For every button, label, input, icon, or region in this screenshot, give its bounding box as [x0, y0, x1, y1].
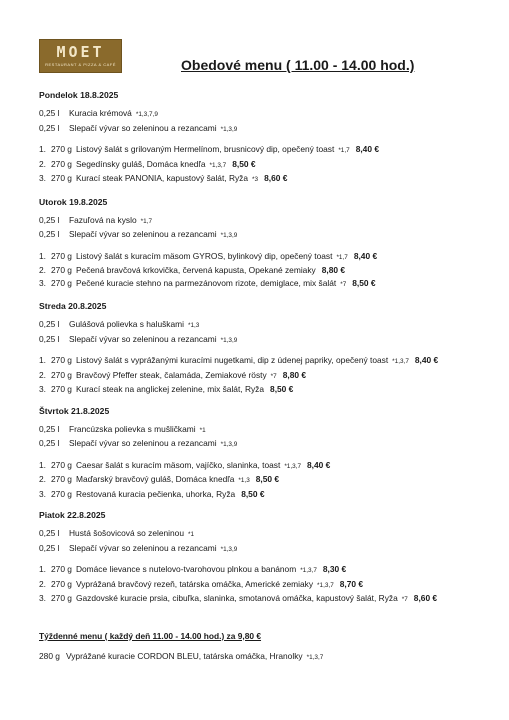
dish-body: [51, 158, 479, 173]
soup-item: [39, 107, 479, 122]
main-dish-item: [39, 488, 479, 501]
dish-price: 8,40 €: [355, 144, 379, 154]
dish-number: 1.: [39, 459, 46, 470]
soup-quantity: 0,25 l: [39, 229, 60, 239]
soup-item: [39, 214, 479, 229]
dish-number: 3.: [39, 173, 46, 183]
soup-name: Fazuľová na kyslo: [69, 214, 137, 225]
dish-body: [51, 488, 479, 501]
main-dish-item: [39, 143, 479, 158]
day-header: Streda 20.8.2025: [39, 301, 107, 311]
soup-quantity: 0,25 l: [39, 423, 60, 434]
day-section: [39, 301, 479, 396]
dish-name: Restovaná kuracia pečienka, uhorka, Ryža: [75, 488, 236, 499]
dish-body: [51, 383, 479, 396]
weekly-allergens: *1,3,7: [306, 653, 324, 661]
dish-quantity: 270 g: [51, 488, 72, 499]
dish-body: [51, 459, 479, 474]
weekly-dish-name: Vyprážané kuracie CORDON BLEU, tatárska omáčka, Hranolky: [65, 650, 303, 661]
main-dishes: [39, 459, 479, 501]
dish-quantity: 270 g: [51, 474, 72, 484]
soup-item: [39, 122, 479, 137]
dish-allergens: *1,3: [238, 477, 250, 484]
main-dish-item: [39, 354, 479, 369]
dish-body: [51, 578, 479, 593]
dish-price: 8,50 €: [241, 488, 265, 499]
dish-quantity: 270 g: [51, 250, 72, 261]
dish-allergens: *7: [340, 280, 347, 288]
dish-allergens: *1,3,7: [392, 358, 409, 365]
dish-name: Gazdovské kuracie prsia, cibuľka, slaninka, smotanová omáčka, kapustový šalát, Ryža: [75, 593, 398, 603]
dish-price: 8,80 €: [321, 265, 346, 275]
day-header: Štvrtok 21.8.2025: [39, 405, 110, 416]
main-dish-item: [39, 264, 479, 277]
dish-body: [51, 473, 479, 488]
dish-name: Listový šalát s vyprážanými kuracími nugetkami, dip z údenej papriky, opečený toast: [75, 355, 389, 365]
weekly-quantity: 280 g: [39, 650, 60, 661]
main-dish-item: [39, 369, 479, 384]
dish-quantity: 270 g: [51, 384, 72, 394]
dish-price: 8,80 €: [282, 369, 306, 380]
dish-number: 2.: [39, 158, 46, 169]
main-dish-item: [39, 592, 479, 607]
dish-price: 8,50 €: [255, 474, 280, 484]
dish-price: 8,50 €: [232, 158, 256, 169]
main-dish-item: [39, 250, 479, 265]
dish-price: 8,50 €: [270, 384, 294, 394]
soup-allergens: *1,3,7,9: [135, 111, 158, 118]
dish-body: [51, 369, 479, 384]
dish-quantity: 270 g: [51, 277, 72, 288]
restaurant-logo: [39, 39, 122, 73]
soup-name: Slepačí vývar so zeleninou a rezancami: [69, 438, 217, 448]
dish-name: Pečené kuracie stehno na parmezánovom rizote, demiglace, mix šalát: [75, 277, 337, 288]
soup-item: [39, 228, 479, 243]
main-dish-item: [39, 277, 479, 292]
main-dish-item: [39, 383, 479, 396]
soup-quantity: 0,25 l: [39, 319, 60, 329]
soup-quantity: 0,25 l: [39, 542, 60, 553]
soup-allergens: *1,3,9: [220, 545, 238, 553]
weekly-menu-header: Týždenné menu ( každý deň 11.00 - 14.00 hod.) za 9,80 €: [39, 630, 262, 641]
dish-price: 8,30 €: [322, 564, 347, 574]
soup-name: Slepačí vývar so zeleninou a rezancami: [69, 122, 217, 133]
main-dishes: [39, 354, 479, 396]
dish-number: 3.: [39, 384, 46, 394]
main-dishes: [39, 563, 479, 607]
dish-name: Caesar šalát s kuracím mäsom, vajíčko, slaninka, toast: [75, 459, 281, 470]
dish-price: 8,40 €: [414, 355, 439, 365]
dish-name: Listový šalát s grilovaným Hermelínom, brusnicový dip, opečený toast: [75, 144, 335, 154]
dish-body: [51, 563, 479, 578]
main-dish-item: [39, 172, 479, 187]
dish-allergens: *7: [401, 596, 408, 603]
dish-allergens: *1,7: [338, 147, 350, 154]
dish-allergens: *1,3,7: [300, 567, 317, 574]
dish-number: 2.: [39, 265, 46, 275]
soup-item: [39, 318, 479, 333]
soup-item: [39, 437, 479, 452]
dish-number: 2.: [39, 578, 46, 589]
main-dish-item: [39, 473, 479, 488]
main-dish-item: [39, 158, 479, 173]
day-section: [39, 510, 479, 607]
main-dish-item: [39, 563, 479, 578]
page-title: Obedové menu ( 11.00 - 14.00 hod.): [181, 57, 415, 73]
dish-quantity: 270 g: [51, 173, 72, 183]
logo-word: MOET: [56, 43, 105, 61]
main-dishes: [39, 250, 479, 292]
logo-tagline: RESTAURANT & PIZZA & CAFÉ: [45, 62, 116, 67]
soup-name: Kuracia krémová: [69, 108, 132, 118]
dish-allergens: *1,3,7: [284, 462, 302, 470]
soup-allergens: *1,3,9: [220, 336, 238, 344]
soup-allergens: *1,3,9: [220, 232, 238, 239]
dish-allergens: *1,7: [336, 253, 348, 261]
dish-number: 3.: [39, 277, 46, 288]
main-dish-item: [39, 459, 479, 474]
menu-content: [39, 90, 479, 664]
dish-body: [51, 277, 479, 292]
dish-price: 8,50 €: [352, 277, 376, 288]
day-section: [39, 197, 479, 292]
soup-name: Francúzska polievka s mušličkami: [69, 423, 196, 434]
dish-quantity: 270 g: [51, 369, 72, 380]
dish-number: 1.: [39, 144, 46, 154]
dish-name: Pečená bravčová krkovička, červená kapusta, Opekané zemiaky: [75, 265, 316, 275]
soup-allergens: *1: [199, 426, 206, 434]
dish-name: Segedínsky guláš, Domáca knedľa: [75, 158, 206, 169]
day-section: [39, 90, 479, 187]
dish-quantity: 270 g: [51, 593, 72, 603]
soup-allergens: *1,7: [140, 217, 152, 225]
dish-allergens: *1,3,7: [209, 161, 227, 169]
dish-body: [51, 250, 479, 265]
soup-name: Slepačí vývar so zeleninou a rezancami: [69, 542, 217, 553]
main-dishes: [39, 143, 479, 187]
dish-allergens: *7: [270, 372, 277, 380]
weekly-menu-item: [39, 650, 479, 665]
soup-item: [39, 542, 479, 557]
soup-quantity: 0,25 l: [39, 122, 60, 133]
dish-price: 8,40 €: [353, 250, 378, 261]
dish-name: Vyprážaná bravčový rezeň, tatárska omáčka, Americké zemiaky: [75, 578, 314, 589]
dish-body: [51, 264, 479, 277]
main-dish-item: [39, 578, 479, 593]
dish-number: 3.: [39, 488, 46, 499]
soup-name: Hustá šošovicová so zeleninou: [69, 528, 184, 538]
dish-body: [51, 592, 479, 607]
soup-name: Slepačí vývar so zeleninou a rezancami: [69, 229, 217, 239]
dish-number: 2.: [39, 369, 46, 380]
dish-price: 8,40 €: [307, 459, 331, 470]
day-header: Utorok 19.8.2025: [39, 196, 108, 207]
dish-body: [51, 354, 479, 369]
soup-item: [39, 423, 479, 438]
dish-quantity: 270 g: [51, 355, 72, 365]
dish-quantity: 270 g: [51, 564, 72, 574]
dish-quantity: 270 g: [51, 158, 72, 169]
day-header: Piatok 22.8.2025: [39, 510, 106, 520]
soup-allergens: *1,3,9: [220, 125, 238, 133]
soup-allergens: *1: [188, 531, 195, 538]
dish-number: 1.: [39, 355, 46, 365]
soup-quantity: 0,25 l: [39, 438, 60, 448]
dish-name: Maďarský bravčový guláš, Domáca knedľa: [75, 474, 235, 484]
dish-body: [51, 172, 479, 187]
dish-number: 3.: [39, 593, 46, 603]
dish-quantity: 270 g: [51, 459, 72, 470]
dish-name: Kurací steak PANONIA, kapustový šalát, Ryža: [75, 173, 249, 183]
dish-name: Bravčový Pfeffer steak, čalamáda, Zemiakové rösty: [75, 369, 267, 380]
dish-number: 1.: [39, 250, 46, 261]
dish-number: 1.: [39, 564, 46, 574]
day-section: [39, 406, 479, 501]
soup-quantity: 0,25 l: [39, 214, 60, 225]
dish-price: 8,60 €: [264, 173, 288, 183]
soup-quantity: 0,25 l: [39, 108, 60, 118]
soup-name: Gulášová polievka s haluškami: [69, 319, 184, 329]
soup-allergens: *1,3,9: [220, 441, 238, 448]
dish-allergens: *1,3,7: [317, 581, 334, 589]
soup-quantity: 0,25 l: [39, 333, 60, 344]
day-header: Pondelok 18.8.2025: [39, 90, 119, 100]
dish-name: Listový šalát s kuracím mäsom GYROS, bylinkový dip, opečený toast: [75, 250, 333, 261]
dish-quantity: 270 g: [51, 265, 72, 275]
soup-quantity: 0,25 l: [39, 528, 60, 538]
dish-price: 8,70 €: [339, 578, 364, 589]
dish-body: [51, 143, 479, 158]
soup-item: [39, 333, 479, 348]
soup-name: Slepačí vývar so zeleninou a rezancami: [69, 333, 217, 344]
dish-allergens: *3: [252, 176, 259, 183]
dish-name: Kurací steak na anglickej zelenine, mix šalát, Ryža: [75, 384, 265, 394]
dish-quantity: 270 g: [51, 578, 72, 589]
dish-name: Domáce lievance s nutelovo-tvarohovou plnkou a banánom: [75, 564, 297, 574]
dish-number: 2.: [39, 474, 46, 484]
dish-price: 8,60 €: [413, 593, 438, 603]
dish-quantity: 270 g: [51, 144, 72, 154]
soup-allergens: *1,3: [187, 322, 200, 329]
soup-item: [39, 527, 479, 542]
